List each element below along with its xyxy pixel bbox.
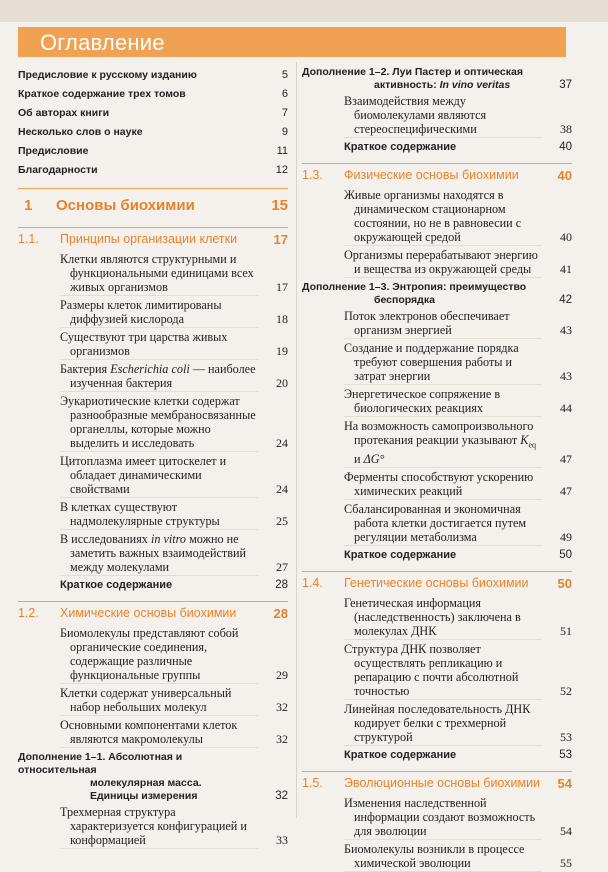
toc-entry[interactable]	[302, 188, 572, 246]
page-number: 15	[271, 197, 288, 214]
entry-title: В клетках существуют надмолекулярные структуры	[60, 500, 258, 530]
page-number: 24	[276, 436, 288, 450]
toc-entry[interactable]	[18, 123, 288, 142]
page-number: 37	[559, 79, 572, 91]
page-number: 18	[276, 312, 288, 326]
page-number: 54	[560, 824, 572, 839]
toc-entry[interactable]	[302, 341, 572, 385]
section-heading[interactable]	[18, 227, 288, 250]
page-number: 17	[276, 280, 288, 294]
page-number: 40	[560, 230, 572, 244]
page-number: 40	[557, 168, 572, 183]
summary-entry[interactable]	[18, 578, 288, 593]
supplement-title-line1: Дополнение 1–2. Луи Пастер и оптическая	[302, 66, 523, 78]
entry-title: Изменения наследственной информации создают возможность для эволюции	[344, 796, 542, 840]
toc-entry[interactable]	[18, 805, 288, 849]
supplement-entry[interactable]	[302, 66, 572, 92]
entry-title: Живые организмы находятся в динамическом стационарном состоянии, но не в равновесии с окружающей средой	[344, 188, 542, 246]
supplement-entry[interactable]	[18, 751, 288, 803]
section-number: 1.1.	[18, 232, 39, 246]
entry-title: Организмы перерабатывают энергию и вещества из окружающей среды	[344, 248, 542, 278]
page-number: 51	[560, 624, 572, 639]
toc-entry[interactable]	[18, 532, 288, 576]
page-number: 19	[276, 344, 288, 358]
section-number: 1.4.	[302, 576, 323, 591]
entry-title: Краткое содержание	[344, 141, 457, 153]
entry-title: Предисловие	[18, 145, 89, 157]
entry-title: Трехмерная структура характеризуется конфигурацией и конформацией	[60, 805, 258, 849]
supplement-title-line1: Дополнение 1–1. Абсолютная и относительная	[18, 751, 183, 776]
entry-title: Клетки содержат универсальный набор небольших молекул	[60, 686, 258, 716]
toc-entry[interactable]	[18, 394, 288, 452]
page-number: 9	[281, 126, 288, 138]
page-number: 55	[560, 856, 572, 871]
page-number: 50	[559, 549, 572, 562]
page-number: 52	[560, 684, 572, 699]
section-title: Генетические основы биохимии	[344, 576, 529, 591]
toc-entry[interactable]	[18, 161, 288, 180]
toc-entry[interactable]	[302, 796, 572, 840]
chapter-heading[interactable]	[18, 188, 288, 219]
page-number: 28	[275, 579, 288, 591]
entry-title: Генетическая информация (наследственность) заключена в молекулах ДНК	[344, 596, 542, 640]
entry-title: Биомолекулы представляют собой органические соединения, содержащие различные функциональные группы	[60, 626, 258, 684]
toc-entry[interactable]	[302, 387, 572, 417]
entry-title: Краткое содержание	[344, 749, 457, 762]
supplement-title-line1: Дополнение 1–3. Энтропия: преимущество	[302, 281, 527, 293]
summary-entry[interactable]	[302, 748, 572, 763]
chapter-number: 1	[24, 197, 33, 214]
page-number: 53	[559, 749, 572, 762]
toc-entry[interactable]	[302, 248, 572, 278]
entry-title: Линейная последовательность ДНК кодирует белки с трехмерной структурой	[344, 702, 542, 746]
summary-entry[interactable]	[302, 140, 572, 155]
toc-entry[interactable]	[302, 309, 572, 339]
summary-entry[interactable]	[302, 548, 572, 563]
page-number: 33	[276, 833, 288, 847]
section-number: 1.3.	[302, 168, 323, 182]
toc-entry[interactable]	[18, 500, 288, 530]
toc-entry[interactable]	[302, 642, 572, 700]
section-heading[interactable]	[302, 571, 572, 594]
toc-entry[interactable]	[18, 66, 288, 85]
page-number: 6	[281, 88, 288, 100]
entry-title: В исследованиях in vitro можно не заметить важных взаимодействий между молекулами	[60, 532, 258, 576]
toc-header-banner	[18, 27, 566, 57]
toc-entry[interactable]	[302, 470, 572, 500]
page-number: 32	[276, 732, 288, 746]
entry-title: Взаимодействия между биомолекулами являются стереоспецифическими	[344, 94, 542, 138]
page-number: 40	[559, 141, 572, 153]
supplement-title-line2: активность: In vino veritas	[374, 79, 511, 91]
column-separator	[296, 62, 297, 818]
entry-title: На возможность самопроизвольного протекания реакции указывают $K_{eq}$ и ΔG°	[344, 419, 542, 468]
entry-title: Клетки являются структурными и функциональными единицами всех живых организмов	[60, 252, 258, 296]
page-number: 50	[557, 576, 572, 592]
supplement-title-line3: Единицы измерения	[90, 790, 198, 802]
section-title: Эволюционные основы биохимии	[344, 776, 541, 791]
toc-entry[interactable]	[18, 362, 288, 392]
toc-entry[interactable]	[302, 702, 572, 746]
entry-title: Предисловие к русскому изданию	[18, 69, 197, 81]
page-number: 17	[273, 232, 288, 247]
entry-title: Цитоплазма имеет цитоскелет и обладает динамическими свойствами	[60, 454, 258, 498]
page-number: 29	[276, 668, 288, 682]
page-title: Оглавление	[40, 30, 165, 55]
entry-title: Поток электронов обеспечивает организм энергией	[344, 309, 542, 339]
entry-title: Сбалансированная и экономичная работа клетки достигается путем регуляции метаболизма	[344, 502, 542, 546]
page-number: 25	[276, 514, 288, 528]
section-heading[interactable]	[302, 163, 572, 186]
entry-title: Энергетическое сопряжение в биологических реакциях	[344, 387, 542, 417]
section-heading[interactable]	[18, 601, 288, 624]
supplement-title-line2: молекулярная масса.	[90, 777, 202, 789]
page-number: 41	[560, 262, 572, 276]
page-number: 47	[560, 484, 572, 499]
supplement-title-line2: беспорядка	[374, 294, 435, 306]
entry-title: Ферменты способствуют ускорению химических реакций	[344, 470, 542, 500]
page-number: 7	[281, 107, 288, 119]
page-number: 32	[276, 700, 288, 714]
page-number: 47	[560, 452, 572, 467]
entry-title: Краткое содержание	[60, 579, 173, 591]
entry-title: Краткое содержание трех томов	[18, 88, 186, 100]
page-number: 24	[276, 482, 288, 496]
toc-entry[interactable]	[302, 502, 572, 546]
section-title: Физические основы биохимии	[344, 168, 519, 182]
entry-title: Создание и поддержание порядка требуют совершения работы и затрат энергии	[344, 341, 542, 385]
toc-entry[interactable]	[302, 94, 572, 138]
toc-entry[interactable]	[18, 686, 288, 716]
entry-title: Благодарности	[18, 164, 98, 176]
section-number: 1.2.	[18, 606, 39, 620]
entry-title: Эукариотические клетки содержат разнообразные мембраносвязанные органеллы, которые можно выделить и исследовать	[60, 394, 258, 452]
page-number: 38	[560, 122, 572, 136]
toc-left-column	[18, 66, 288, 849]
toc-entry[interactable]	[18, 718, 288, 748]
page-number: 42	[559, 294, 572, 306]
toc-entry[interactable]	[18, 298, 288, 328]
page-number: 32	[275, 790, 288, 802]
entry-title: Бактерия Escherichia coli — наиболее изученная бактерия	[60, 362, 258, 392]
page-number: 5	[281, 69, 288, 81]
page-number: 43	[560, 323, 572, 337]
toc-entry[interactable]	[302, 419, 572, 468]
section-title: Принципы организации клетки	[60, 232, 238, 246]
page-number: 43	[560, 369, 572, 383]
toc-entry[interactable]	[18, 142, 288, 161]
entry-title: Несколько слов о науке	[18, 126, 143, 138]
toc-entry[interactable]	[302, 842, 572, 872]
section-title: Химические основы биохимии	[60, 606, 237, 620]
toc-right-column	[302, 66, 572, 872]
page-number: 11	[276, 145, 288, 157]
page-number: 27	[276, 560, 288, 574]
toc-entry[interactable]	[18, 626, 288, 684]
entry-title: Размеры клеток лимитированы диффузией кислорода	[60, 298, 258, 328]
page-number: 54	[557, 776, 572, 792]
section-number: 1.5.	[302, 776, 323, 791]
chapter-title: Основы биохимии	[56, 197, 195, 214]
page-top-bleed	[0, 0, 608, 22]
toc-entry[interactable]	[18, 252, 288, 296]
toc-entry[interactable]	[18, 85, 288, 104]
toc-entry[interactable]	[18, 330, 288, 360]
page-number: 44	[560, 401, 572, 415]
entry-title: Основными компонентами клеток являются макромолекулы	[60, 718, 258, 748]
toc-entry[interactable]	[302, 596, 572, 640]
supplement-entry[interactable]	[302, 281, 572, 307]
entry-title: Структура ДНК позволяет осуществлять репликацию и репарацию с почти абсолютной точностью	[344, 642, 542, 700]
page-number: 49	[560, 530, 572, 545]
entry-title: Об авторах книги	[18, 107, 110, 119]
entry-title: Биомолекулы возникли в процессе химической эволюции	[344, 842, 542, 872]
entry-title: Краткое содержание	[344, 549, 457, 562]
section-heading[interactable]	[302, 771, 572, 794]
page-number: 53	[560, 730, 572, 745]
page-number: 28	[273, 606, 288, 621]
page-number: 20	[276, 376, 288, 390]
toc-entry[interactable]	[18, 454, 288, 498]
toc-entry[interactable]	[18, 104, 288, 123]
entry-title: Существуют три царства живых организмов	[60, 330, 258, 360]
page-number: 12	[275, 164, 288, 176]
